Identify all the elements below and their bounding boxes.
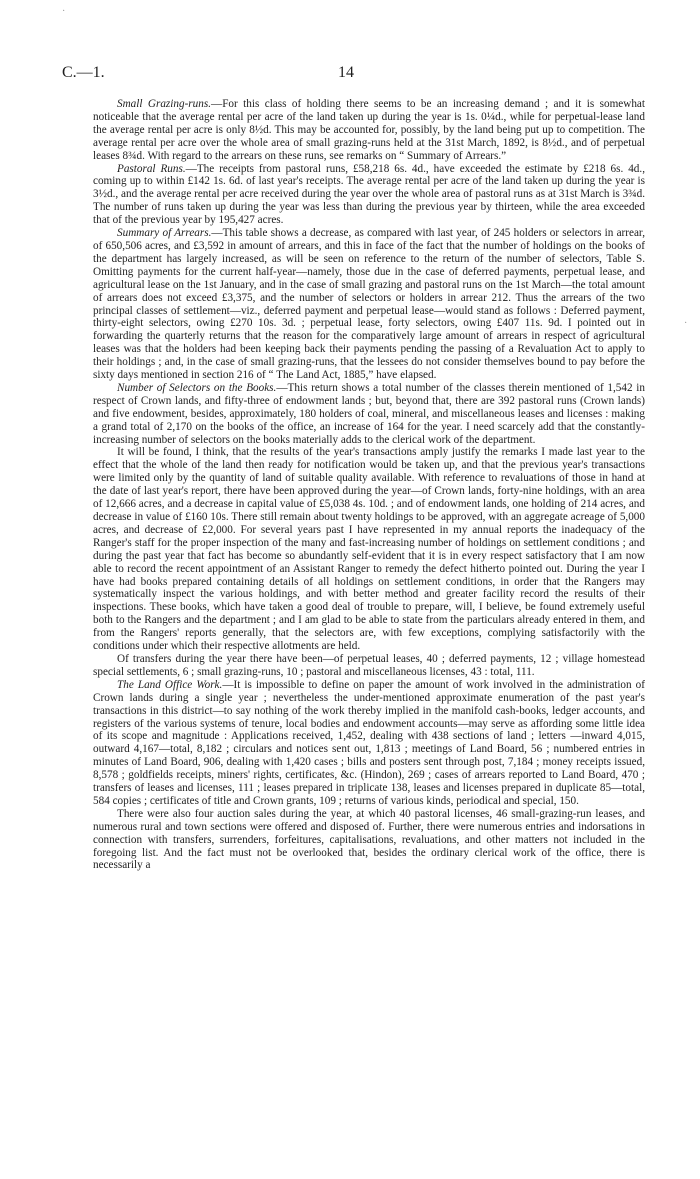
paragraph-text: —For this class of holding there seems to be an increasing demand ; and it is somewhat noticeable that the average rental per acre of the land taken up during the year is 1s. 0¼d., while for perpetual-lease land the average rental per acre is only 8½d. This may be accounted for, possibly, by the land being put up to competition. The average rental per acre over the whole area of small grazing-runs held at the 31st March, 1892, is 8½d., and of perpetual leases 8¾d. With regard to the arrears on these runs, see remarks on “ Summary of Arrears.” [93,98,646,162]
paragraph-summary-of-arrears [93,227,645,382]
paragraph-number-of-selectors [93,382,645,447]
paragraph-heading: Small Grazing-runs. [117,98,211,110]
paragraph-land-office-work [93,679,645,808]
report-body [93,98,645,872]
paragraph-small-grazing-runs [93,98,645,163]
paragraph-heading: Pastoral Runs. [117,162,186,175]
paragraph-text: —The receipts from pastoral runs, £58,218 6s. 4d., have exceeded the estimate by £218 6s. 4d., coming up to within £142 1s. 6d. of last year's receipts. The average rental per acre of the land taken up during the year is 3½d., and the average rental per acre received during the year over the whole area of pastoral runs as at 31st March is 3¾d. The number of runs taken up during the year was less than during the previous year by thirteen, while the area exceeded that of the previous year by 195,427 acres. [93,162,645,227]
paragraph-text: Of transfers during the year there have been—of perpetual leases, 40 ; deferred payments, 12 ; village homestead special settlements, 6 ; small grazing-runs, 10 ; pastoral and miscellaneous licenses, 43 : total, 111. [93,652,645,678]
margin-mark: · [62,6,66,17]
paragraph-auction-sales [93,808,645,873]
paragraph-text: It will be found, I think, that the results of the year's transactions amply justify the remarks I made last year to the effect that the whole of the land then ready for notification would be taken up, and that the previous year's transactions were limited only by the quantity of land of suitable quality available. With reference to revaluations of those in hand at the date of last year's report, there have been approved during the year—of Crown lands, forty-nine holdings, with an area of 12,666 acres, and a decrease in capital value of £5,038 4s. 10d. ; and of endowment lands, one holding of 214 acres, and decrease in value of £160 10s. There still remain about twenty holdings to be approved, with an aggregate acreage of 5,000 acres, and decrease of £2,000. For several years past I have represented in my annual reports the inadequacy of the Ranger's staff for the proper inspection of the many and fast-increasing number of holdings on settlement conditions ; and during the past year that fact has become so abundantly self-evident that it is in every respect satisfactory that I am now able to record the recent appointment of an Assistant Ranger to remedy the defect hitherto pointed out. During the year I have had books prepared containing details of all holdings on settlement conditions, in order that the Rangers may systematically inspect the various holdings, and with better method and greater facility record the results of their inspections. These books, which have taken a good deal of trouble to prepare, will, I believe, be found extremely useful both to the Rangers and the department ; and I am glad to be able to state from the particulars already entered in them, and from the Rangers' reports generally, that the selectors are, with few exceptions, complying satisfactorily with the conditions under which their respective allotments are held. [93,446,645,653]
page-header [0,64,700,88]
page-number: 14 [338,64,354,81]
paragraph-pastoral-runs [93,163,645,228]
margin-mark: · [684,318,688,329]
paragraph-transfers [93,653,645,679]
paragraph-heading: Summary of Arrears. [117,227,212,240]
paragraph-heading: The Land Office Work. [117,678,223,691]
paragraph-text: —It is impossible to define on paper the amount of work involved in the administration of Crown lands during a single year ; nevertheless the under-mentioned approximate enumeration of the past year's transactions in this district—to say nothing of the work thereby implied in the manifold cash-books, ledger accounts, and registers of the various systems of tenure, local bodies and endowment accounts—may serve as affording some little idea of its scope and magnitude : Applications received, 1,452, dealing with 438 sections of land ; letters —inward 4,015, outward 4,167—total, 8,182 ; circulars and notices sent out, 1,813 ; meetings of Land Board, 56 ; numbered entries in minutes of Land Board, 906, dealing with 1,420 cases ; bills and posters sent through post, 7,184 ; money receipts issued, 8,578 ; goldfields receipts, miners' rights, certificates, &c. (Hindon), 269 ; cases of arrears reported to Land Board, 470 ; transfers of leases and licenses, 111 ; leases prepared in triplicate 138, leases and licenses prepared in duplicate 85—total, 584 copies ; certificates of title and Crown grants, 109 ; returns of various kinds, periodical and special, 150. [93,678,645,807]
paragraph-heading: Number of Selectors on the Books. [117,381,277,394]
paragraph-year-results [93,446,645,653]
paragraph-text: —This return shows a total number of the classes therein mentioned of 1,542 in respect of Crown lands, and fifty-three of endowment lands ; but, beyond that, there are 392 pastoral runs (Crown lands) and five endowment, besides, approximately, 180 holders of coal, mineral, and miscellaneous leases and licenses : making a grand total of 2,170 on the books of the office, an increase of 164 for the year. I need scarcely add that the constantly-increasing number of selectors on the books materially adds to the clerical work of the department. [93,381,645,446]
paragraph-text: There were also four auction sales during the year, at which 40 pastoral licenses, 46 small-grazing-run leases, and numerous rural and town sections were offered and disposed of. Further, there were numerous entries and indorsations in connection with transfers, surrenders, forfeitures, capitalisations, revaluations, and other matters not included in the foregoing list. And the fact must not be overlooked that, besides the ordinary clerical work of the office, there is necessarily a [93,807,645,872]
document-reference: C.—1. [62,64,105,81]
paragraph-text: —This table shows a decrease, as compared with last year, of 245 holders or selectors in arrear, of 650,506 acres, and £3,592 in amount of arrears, and this in face of the fact that the number of holdings on the books of the department has largely increased, as will be seen on reference to the return of the number of selectors, Table S. Omitting payments for the current half-year—namely, those due in the case of deferred payments, perpetual lease, and agricultural lease on the 1st January, and in the case of small grazing and pastoral runs on the 1st March—the total amount of arrears does not exceed £3,375, and the number of selectors or holders in arrear 212. Thus the arrears of the two principal classes of settlement—viz., deferred payment and perpetual lease—would stand as follows : Deferred payment, thirty-eight selectors, owing £270 10s. 3d. ; perpetual lease, forty selectors, owing £407 11s. 9d. I pointed out in forwarding the quarterly returns that the reason for the comparatively large amount of arrears in respect of agricultural leases was that the holders had been keeping back their payments pending the passing of a Revaluation Act to apply to their holdings ; and, in the case of small grazing-runs, that the lessees do not consider themselves bound to pay before the sixty days mentioned in section 216 of “ The Land Act, 1885,” have elapsed. [93,227,645,382]
